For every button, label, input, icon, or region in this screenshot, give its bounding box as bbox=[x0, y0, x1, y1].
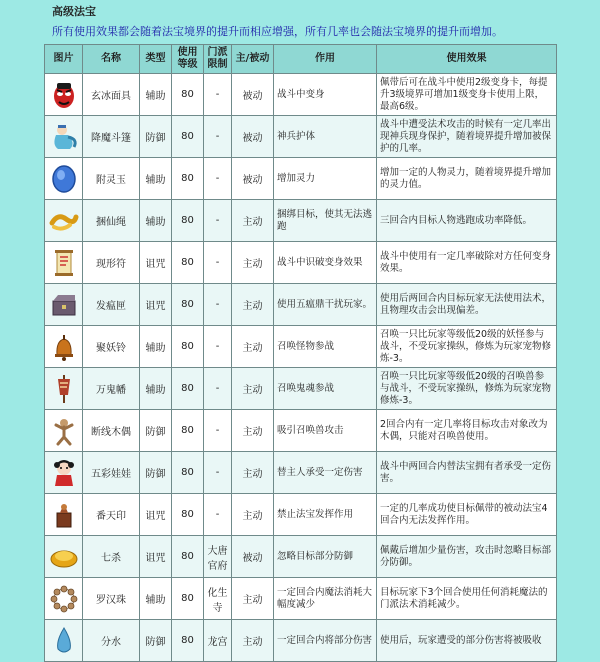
cell-sect: - bbox=[204, 74, 232, 116]
cell-mode: 被动 bbox=[232, 116, 274, 158]
table-header-row bbox=[45, 45, 557, 74]
beads-icon bbox=[48, 583, 79, 615]
cell-sect: - bbox=[204, 452, 232, 494]
cell-name: 降魔斗篷 bbox=[83, 116, 140, 158]
cell-type: 辅助 bbox=[140, 74, 172, 116]
cell-use: 战斗中变身 bbox=[274, 74, 377, 116]
cell-use: 神兵护体 bbox=[274, 116, 377, 158]
cell-name: 罗汉珠 bbox=[83, 578, 140, 620]
cell-mode: 主动 bbox=[232, 494, 274, 536]
mask-icon bbox=[48, 79, 79, 111]
cell-image bbox=[45, 368, 83, 410]
cell-name: 玄冰面具 bbox=[83, 74, 140, 116]
cell-mode: 主动 bbox=[232, 242, 274, 284]
col-header-image: 图片 bbox=[45, 45, 83, 74]
genie-icon bbox=[48, 121, 79, 153]
cell-use: 召唤鬼魂参战 bbox=[274, 368, 377, 410]
cell-level: 80 bbox=[172, 494, 204, 536]
cell-effect: 2回合内有一定几率将目标攻击对象改为木偶，只能对召唤兽使用。 bbox=[377, 410, 557, 452]
cell-level: 80 bbox=[172, 242, 204, 284]
cell-name: 番天印 bbox=[83, 494, 140, 536]
cell-effect: 战斗中使用有一定几率破除对方任何变身效果。 bbox=[377, 242, 557, 284]
cell-name: 聚妖铃 bbox=[83, 326, 140, 368]
cell-sect: 龙宫 bbox=[204, 620, 232, 662]
cell-image bbox=[45, 242, 83, 284]
box-icon bbox=[48, 289, 79, 321]
cell-sect: - bbox=[204, 494, 232, 536]
cell-sect: - bbox=[204, 326, 232, 368]
table-row bbox=[45, 200, 557, 242]
cell-sect: - bbox=[204, 200, 232, 242]
puppet-icon bbox=[48, 415, 79, 447]
scroll-icon bbox=[48, 247, 79, 279]
table-row bbox=[45, 536, 557, 578]
rope-icon bbox=[48, 205, 79, 237]
cell-name: 捆仙绳 bbox=[83, 200, 140, 242]
cell-level: 80 bbox=[172, 536, 204, 578]
cell-effect: 使用后，玩家遭受的部分伤害将被吸收 bbox=[377, 620, 557, 662]
cell-effect: 目标玩家下3个回合使用任何消耗魔法的门派法术消耗减少。 bbox=[377, 578, 557, 620]
cell-mode: 被动 bbox=[232, 536, 274, 578]
cell-effect: 一定的几率成功使目标佩带的被动法宝4回合内无法发挥作用。 bbox=[377, 494, 557, 536]
table-row bbox=[45, 326, 557, 368]
cell-image bbox=[45, 452, 83, 494]
cell-image bbox=[45, 200, 83, 242]
col-header-level: 使用等级 bbox=[172, 45, 204, 74]
col-header-use: 作用 bbox=[274, 45, 377, 74]
table-row bbox=[45, 74, 557, 116]
cell-mode: 主动 bbox=[232, 578, 274, 620]
cell-effect: 增加一定的人物灵力，随着境界提升增加的灵力值。 bbox=[377, 158, 557, 200]
table-row bbox=[45, 578, 557, 620]
table-row bbox=[45, 242, 557, 284]
col-header-mode: 主/被动 bbox=[232, 45, 274, 74]
cell-level: 80 bbox=[172, 200, 204, 242]
cell-mode: 被动 bbox=[232, 158, 274, 200]
cell-mode: 主动 bbox=[232, 620, 274, 662]
cell-image bbox=[45, 578, 83, 620]
cell-level: 80 bbox=[172, 368, 204, 410]
bell-icon bbox=[48, 331, 79, 363]
cell-level: 80 bbox=[172, 284, 204, 326]
cell-use: 一定回合内将部分伤害 bbox=[274, 620, 377, 662]
cell-effect: 佩带后可在战斗中使用2级变身卡，每提升3级境界可增加1级变身卡使用上限，最高6级。 bbox=[377, 74, 557, 116]
cell-type: 辅助 bbox=[140, 368, 172, 410]
cell-effect: 召唤一只比玩家等级低20级的妖怪参与战斗，不受玩家操纵，修炼为玩家宠物修炼-3。 bbox=[377, 326, 557, 368]
col-header-name: 名称 bbox=[83, 45, 140, 74]
cell-mode: 主动 bbox=[232, 326, 274, 368]
cell-image bbox=[45, 536, 83, 578]
cell-sect: 化生寺 bbox=[204, 578, 232, 620]
section-note: 所有使用效果都会随着法宝境界的提升而相应增强，所有几率也会随法宝境界的提升而增加。 bbox=[52, 25, 503, 38]
cell-name: 万鬼幡 bbox=[83, 368, 140, 410]
cell-image bbox=[45, 74, 83, 116]
cell-use: 吸引召唤兽攻击 bbox=[274, 410, 377, 452]
cell-name: 五彩娃娃 bbox=[83, 452, 140, 494]
gold-icon bbox=[48, 541, 79, 573]
cell-image bbox=[45, 410, 83, 452]
table-row bbox=[45, 116, 557, 158]
cell-mode: 主动 bbox=[232, 452, 274, 494]
treasure-table bbox=[44, 44, 557, 662]
cell-name: 发瘟匣 bbox=[83, 284, 140, 326]
cell-type: 防御 bbox=[140, 620, 172, 662]
cell-level: 80 bbox=[172, 620, 204, 662]
cell-use: 使用五瘟鼎干扰玩家。 bbox=[274, 284, 377, 326]
table-row bbox=[45, 410, 557, 452]
cell-level: 80 bbox=[172, 158, 204, 200]
cell-level: 80 bbox=[172, 410, 204, 452]
cell-type: 诅咒 bbox=[140, 242, 172, 284]
cell-name: 七杀 bbox=[83, 536, 140, 578]
cell-type: 辅助 bbox=[140, 158, 172, 200]
cell-sect: - bbox=[204, 368, 232, 410]
cell-type: 诅咒 bbox=[140, 284, 172, 326]
col-header-type: 类型 bbox=[140, 45, 172, 74]
cell-level: 80 bbox=[172, 326, 204, 368]
cell-mode: 被动 bbox=[232, 74, 274, 116]
cell-type: 辅助 bbox=[140, 200, 172, 242]
cell-sect: - bbox=[204, 410, 232, 452]
seal-icon bbox=[48, 499, 79, 531]
cell-effect: 三回合内目标人物逃跑成功率降低。 bbox=[377, 200, 557, 242]
cell-level: 80 bbox=[172, 74, 204, 116]
cell-sect: - bbox=[204, 284, 232, 326]
cell-effect: 战斗中两回合内替法宝拥有者承受一定伤害。 bbox=[377, 452, 557, 494]
cell-effect: 使用后两回合内目标玩家无法使用法术，且物理攻击会出现偏差。 bbox=[377, 284, 557, 326]
cell-type: 诅咒 bbox=[140, 494, 172, 536]
cell-image bbox=[45, 284, 83, 326]
cell-sect: - bbox=[204, 158, 232, 200]
cell-effect: 战斗中遭受法术攻击的时候有一定几率出现神兵现身保护，随着境界提升增加被保护的几率。 bbox=[377, 116, 557, 158]
doll-icon bbox=[48, 457, 79, 489]
cell-mode: 主动 bbox=[232, 368, 274, 410]
col-header-sect: 门派限制 bbox=[204, 45, 232, 74]
cell-mode: 主动 bbox=[232, 284, 274, 326]
cell-type: 辅助 bbox=[140, 326, 172, 368]
cell-use: 忽略目标部分防御 bbox=[274, 536, 377, 578]
cell-type: 防御 bbox=[140, 452, 172, 494]
cell-use: 捆绑目标，使其无法逃跑 bbox=[274, 200, 377, 242]
cell-image bbox=[45, 158, 83, 200]
table-row bbox=[45, 452, 557, 494]
cell-sect: - bbox=[204, 116, 232, 158]
col-header-effect: 使用效果 bbox=[377, 45, 557, 74]
cell-use: 禁止法宝发挥作用 bbox=[274, 494, 377, 536]
cell-sect: - bbox=[204, 242, 232, 284]
cell-sect: 大唐官府 bbox=[204, 536, 232, 578]
cell-image bbox=[45, 326, 83, 368]
cell-level: 80 bbox=[172, 578, 204, 620]
cell-image bbox=[45, 116, 83, 158]
banner-icon bbox=[48, 373, 79, 405]
cell-level: 80 bbox=[172, 116, 204, 158]
water-icon bbox=[48, 625, 79, 657]
cell-name: 附灵玉 bbox=[83, 158, 140, 200]
cell-type: 防御 bbox=[140, 116, 172, 158]
cell-type: 防御 bbox=[140, 410, 172, 452]
cell-use: 召唤怪物参战 bbox=[274, 326, 377, 368]
section-title: 高级法宝 bbox=[52, 5, 96, 18]
table-row bbox=[45, 620, 557, 662]
jade-icon bbox=[48, 163, 79, 195]
cell-type: 辅助 bbox=[140, 578, 172, 620]
cell-use: 战斗中识破变身效果 bbox=[274, 242, 377, 284]
cell-type: 诅咒 bbox=[140, 536, 172, 578]
table-row bbox=[45, 284, 557, 326]
cell-use: 增加灵力 bbox=[274, 158, 377, 200]
table-row bbox=[45, 494, 557, 536]
cell-effect: 召唤一只比玩家等级低20级的召唤兽参与战斗，不受玩家操纵，修炼为玩家宠物修炼-3。 bbox=[377, 368, 557, 410]
cell-image bbox=[45, 620, 83, 662]
cell-mode: 主动 bbox=[232, 200, 274, 242]
cell-name: 现形符 bbox=[83, 242, 140, 284]
cell-use: 一定回合内魔法消耗大幅度减少 bbox=[274, 578, 377, 620]
cell-name: 断线木偶 bbox=[83, 410, 140, 452]
table-row bbox=[45, 368, 557, 410]
cell-mode: 主动 bbox=[232, 410, 274, 452]
cell-use: 替主人承受一定伤害 bbox=[274, 452, 377, 494]
cell-image bbox=[45, 494, 83, 536]
cell-level: 80 bbox=[172, 452, 204, 494]
table-row bbox=[45, 158, 557, 200]
cell-name: 分水 bbox=[83, 620, 140, 662]
cell-effect: 佩戴后增加少量伤害，攻击时忽略目标部分防御。 bbox=[377, 536, 557, 578]
